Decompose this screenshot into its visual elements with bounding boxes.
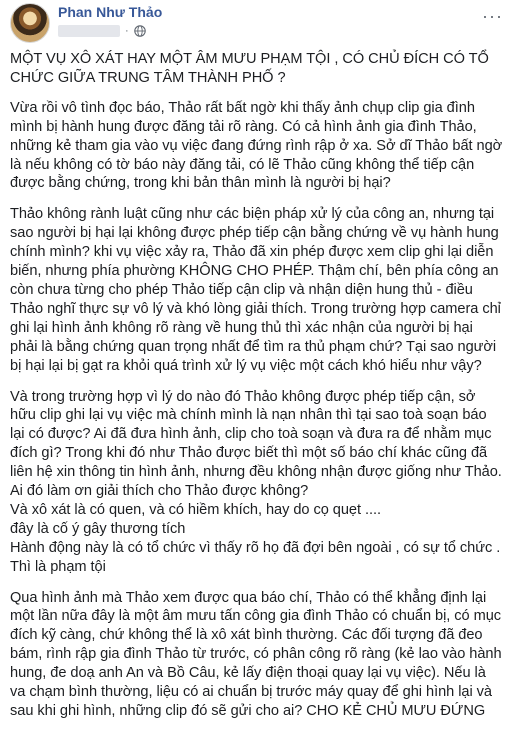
post-time-redacted[interactable] [58, 25, 120, 37]
post-paragraph-1: Vừa rồi vô tình đọc báo, Thảo rất bất ngờ khi thấy ảnh chụp clip gia đình mình bị hành hung được đăng tải rõ ràng. Có cả hình ảnh gia đình Thảo, những kẻ tham gia vào vụ việc đang đứng rình rập ở xa. Sở dĩ Thảo bất ngờ là nếu không có tờ báo này đăng tải, có lẽ Thảo cũng không thể tiếp cận được bằng chứng, trong khi bản thân mình là người bị hại? [10, 99, 503, 192]
more-options-icon[interactable]: ··· [482, 6, 503, 26]
meta-separator: · [125, 25, 129, 37]
post-paragraph-2: Thảo không rành luật cũng như các biện pháp xử lý của công an, nhưng tại sao người bị hại lại không được phép tiếp cận bằng chứng về vụ hành hung chính mình? khi vụ việc xảy ra, Thảo đã xin phép được xem clip ghi lại diễn biến, nhưng phía phường KHÔNG CHO PHÉP. Thậm chí, bên phía công an còn chưa từng cho phép Thảo tiếp cận clip và nhận diện hung thủ - điều Thảo nghĩ thực sự vô lý và khó lòng giải thích. Trong trường hợp camera chỉ ghi lại hình ảnh không rõ ràng về hung thủ thì xác nhận của người bị hại phải là bằng chứng quan trọng nhất để tìm ra thủ phạm chứ? Tại sao người bị hại lại bị gạt ra khỏi quá trình xử lý vụ việc một cách khó hiểu như vậy? [10, 206, 501, 374]
post-meta [58, 24, 146, 38]
post-paragraph-3: Và trong trường hợp vì lý do nào đó Thảo không được phép tiếp cận, sở hữu clip ghi lại vụ việc mà chính mình là nạn nhân thì tại sao toà soạn báo lại có được? Ai đã đưa hình ảnh, clip cho toà soạn và đưa ra để nhằm mục đích gì? Trong khi đó như Thảo được biết thì một số báo chí khác cũng đã liên hệ xin thông tin hình ảnh, nhưng đều không nhận được giống như Thảo. Ai đó làm ơn giải thích cho Thảo được không? Và xô xát là có quen, và có hiềm khích, hay do cọ quẹt .... đây là cố ý gây thương tích Hành động này là có tổ chức vì thấy rõ họ đã đợi bên ngoài , có sự tổ chức . Thì là phạm tội [10, 388, 502, 575]
post-body [10, 50, 508, 733]
post-header [0, 0, 515, 46]
globe-icon [134, 25, 146, 37]
post-title-paragraph: MỘT VỤ XÔ XÁT HAY MỘT ÂM MƯU PHẠM TỘI , CÓ CHỦ ĐÍCH CÓ TỔ CHỨC GIỮA TRUNG TÂM THÀNH PHỐ ? [10, 51, 489, 86]
post-paragraph-4: Qua hình ảnh mà Thảo xem được qua báo chí, Thảo có thể khẳng định lại một lần nữa đây là một âm mưu tấn công gia đình Thảo có chuẩn bị, có mục đích kỹ càng, chứ không thể là xô xát bình thường. Các đối tượng đã đeo bám, rình rập gia đình Thảo từ trước, có phân công rõ ràng (kẻ lao vào hành hung, đe doạ anh An và Bồ Câu, kẻ lấy điện thoại quay lại vụ việc). Nếu là va chạm bình thường, liệu có ai chuẩn bị trước máy quay để ghi hình lại và sau khi ghi hình, những clip đó sẽ gửi cho ai? CHO KẺ CHỦ MƯU ĐỨNG [10, 589, 502, 719]
author-name[interactable]: Phan Như Thảo [58, 4, 163, 20]
avatar[interactable] [10, 3, 50, 43]
